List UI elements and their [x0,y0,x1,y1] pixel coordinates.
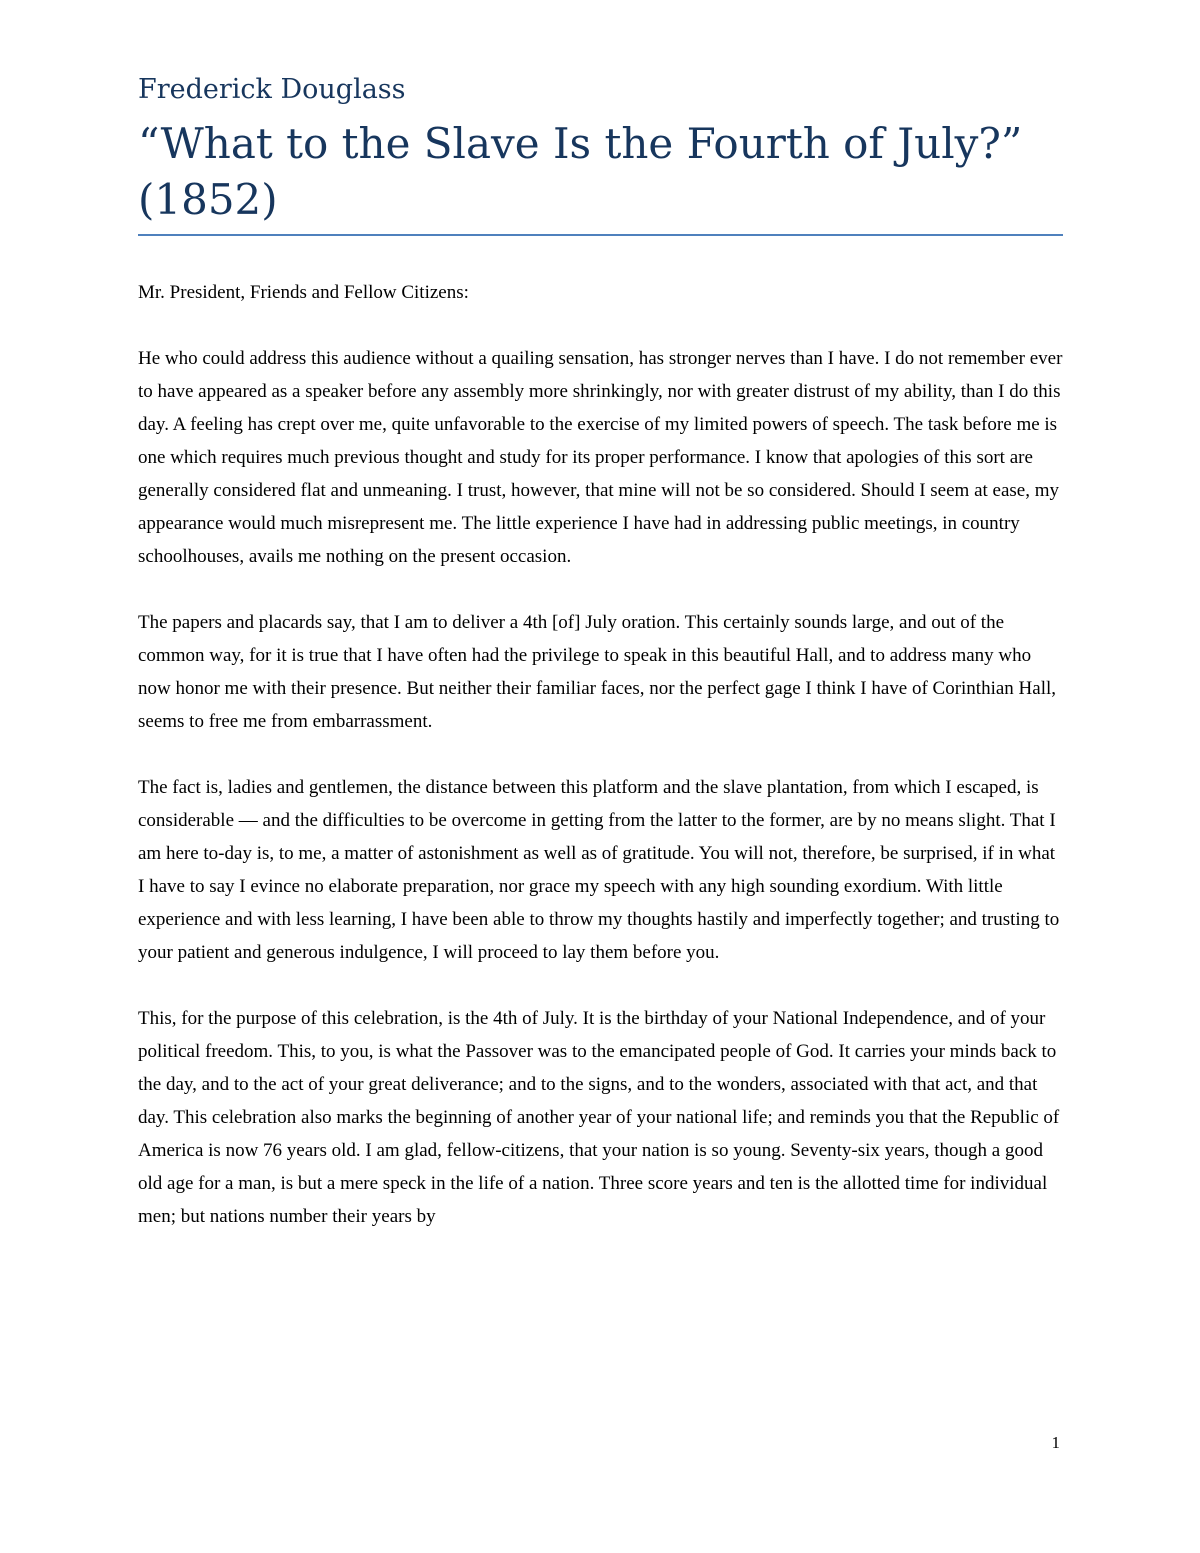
page-number: 1 [1051,1433,1060,1452]
paragraph-1: He who could address this audience without a quailing sensation, has stronger nerves than I have. I do not remember ever to have appeared as a speaker before any assembly more shrinkingly, nor with greater distrust of my ability, than I do this day. A feeling has crept over me, quite unfavorable to the exercise of my limited powers of speech. The task before me is one which requires much previous thought and study for its proper performance. I know that apologies of this sort are generally considered flat and unmeaning. I trust, however, that mine will not be so considered. Should I seem at ease, my appearance would much misrepresent me. The little experience I have had in addressing public meetings, in country schoolhouses, avails me nothing on the present occasion. [138,348,1063,567]
paragraph-4: This, for the purpose of this celebration, is the 4th of July. It is the birthday of your National Independence, and of your political freedom. This, to you, is what the Passover was to the emancipated people of God. It carries your minds back to the day, and to the act of your great deliverance; and to the signs, and to the wonders, associated with that act, and that day. This celebration also marks the beginning of another year of your national life; and reminds you that the Republic of America is now 76 years old. I am glad, fellow-citizens, that your nation is so young. Seventy-six years, though a good old age for a man, is but a mere speck in the life of a nation. Three score years and ten is the allotted time for individual men; but nations number their years by [138,1008,1060,1227]
document-title: “What to the Slave Is the Fourth of July?” (1852) [138,116,1063,236]
page-content [138,72,1063,1233]
paragraph-3: The fact is, ladies and gentlemen, the distance between this platform and the slave plantation, from which I escaped, is considerable — and the difficulties to be overcome in getting from the latter to the former, are by no means slight. That I am here to-day is, to me, a matter of astonishment as well as of gratitude. You will not, therefore, be surprised, if in what I have to say I evince no elaborate preparation, nor grace my speech with any high sounding exordium. With little experience and with less learning, I have been able to throw my thoughts hastily and imperfectly together; and trusting to your patient and generous indulgence, I will proceed to lay them before you. [138,777,1060,963]
author-name: Frederick Douglass [138,74,406,105]
paragraph-2: The papers and placards say, that I am to deliver a 4th [of] July oration. This certainly sounds large, and out of the common way, for it is true that I have often had the privilege to speak in this beautiful Hall, and to address many who now honor me with their presence. But neither their familiar faces, nor the perfect gage I think I have of Corinthian Hall, seems to free me from embarrassment. [138,612,1057,732]
salutation: Mr. President, Friends and Fellow Citizens: [138,282,469,303]
